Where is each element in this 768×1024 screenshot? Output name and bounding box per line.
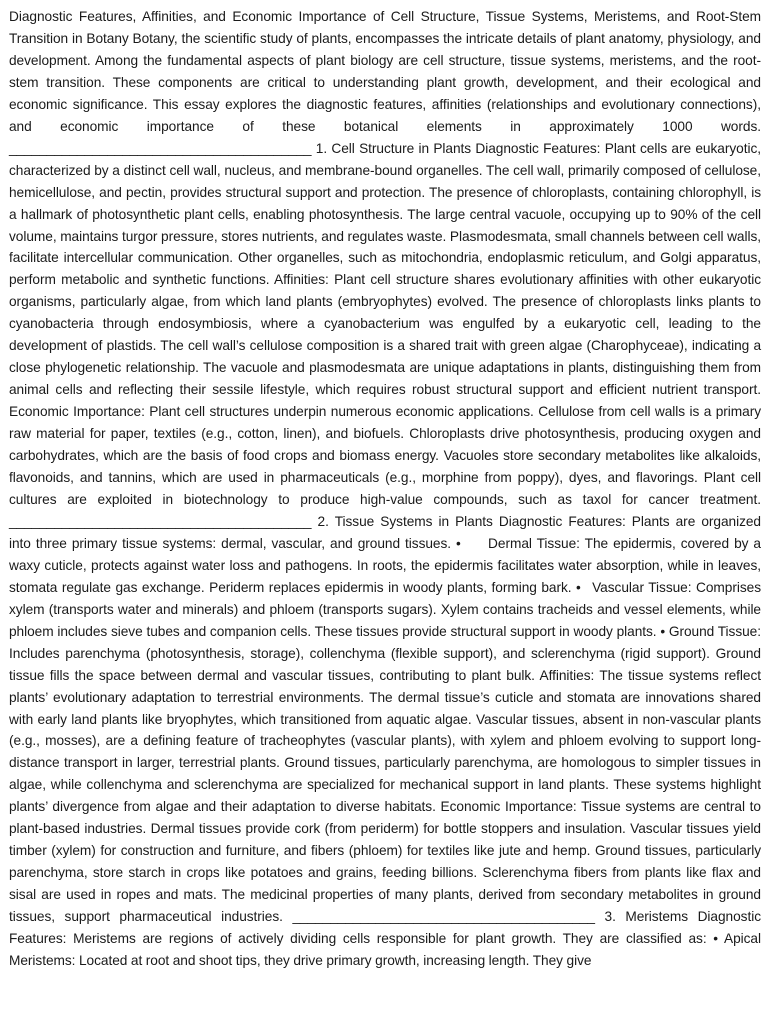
document-body-text: Diagnostic Features, Affinities, and Economic Importance of Cell Structure, Tissue Systems, Meristems, and Root-Stem Transition in Botany Botany, the scientific study of plants, encompasses the intricate details of plant anatomy, physiology, and development. Among the fundamental aspects of plant biology are cell structure, tissue systems, meristems, and the root-stem transition. These components are critical to understanding plant growth, development, and their ecological and economic significance. This essay explores the diagnostic features, affinities (relationships and evolutionary connections), and economic importance of these botanical elements in approximately 1000 words. ________________________________________ 1. Cell Structure in Plants Diagnostic Features: Plant cells are eukaryotic, characterized by a distinct cell wall, nucleus, and membrane-bound organelles. The cell wall, primarily composed of cellulose, hemicellulose, and pectin, provides structural support and protection. The presence of chloroplasts, containing chlorophyll, is a hallmark of photosynthetic plant cells, enabling photosynthesis. The large central vacuole, occupying up to 90% of the cell volume, maintains turgor pressure, stores nutrients, and regulates waste. Plasmodesmata, small channels between cell walls, facilitate intercellular communication. Other organelles, such as mitochondria, endoplasmic reticulum, and Golgi apparatus, perform metabolic and synthetic functions. Affinities: Plant cell structure shares evolutionary affinities with other eukaryotic organisms, particularly algae, from which land plants (embryophytes) evolved. The presence of chloroplasts links plants to cyanobacteria through endosymbiosis, where a cyanobacterium was engulfed by a eukaryotic cell, leading to the development of plastids. The cell wall’s cellulose composition is a shared trait with green algae (Charophyceae), indicating a close phylogenetic relationship. The vacuole and plasmodesmata are unique adaptations in plants, distinguishing them from animal cells and reflecting their sessile lifestyle, which requires robust structural support and efficient nutrient transport. Economic Importance: Plant cell structures underpin numerous economic applications. Cellulose from cell walls is a primary raw material for paper, textiles (e.g., cotton, linen), and biofuels. Chloroplasts drive photosynthesis, producing oxygen and carbohydrates, which are the basis of food crops and biomass energy. Vacuoles store secondary metabolites like alkaloids, flavonoids, and tannins, which are used in pharmaceuticals (e.g., morphine from poppy), dyes, and flavorings. Plant cell cultures are exploited in biotechnology to produce high-value compounds, such as taxol for cancer treatment. ________________________________________ 2. Tissue Systems in Plants Diagnostic Features: Plants are organized into three primary tissue systems: dermal, vascular, and ground tissues. • Dermal Tissue: The epidermis, covered by a waxy cuticle, protects against water loss and pathogens. In roots, the epidermis facilitates water absorption, while in leaves, stomata regulate gas exchange. Periderm replaces epidermis in woody plants, forming bark. • Vascular Tissue: Comprises xylem (transports water and minerals) and phloem (transports sugars). Xylem contains tracheids and vessel elements, while phloem includes sieve tubes and companion cells. These tissues provide structural support in woody plants. • Ground Tissue: Includes parenchyma (photosynthesis, storage), collenchyma (flexible support), and sclerenchyma (rigid support). Ground tissue fills the space between dermal and vascular tissues, contributing to plant bulk. Affinities: The tissue systems reflect plants’ evolutionary adaptation to terrestrial environments. The dermal tissue’s cuticle and stomata are innovations shared with early land plants like bryophytes, which transitioned from aquatic algae. Vascular tissues, absent in non-vascular plants (e.g., mosses), are a defining feature of tracheophytes (vascular plants), with xylem and phloem evolving to support long-distance transport in larger, terrestrial plants. Ground tissues, particularly parenchyma, are homologous to simpler tissues in algae, while collenchyma and sclerenchyma are specialized for mechanical support in land plants. These systems highlight plants’ divergence from algae and their adaptation to diverse habitats. Economic Importance: Tissue systems are central to plant-based industries. Dermal tissues provide cork (from periderm) for bottle stoppers and insulation. Vascular tissues yield timber (xylem) for construction and furniture, and fibers (phloem) for textiles like jute and hemp. Ground tissues, particularly parenchyma, store starch in crops like potatoes and grains, feeding billions. Sclerenchyma fibers from plants like flax and sisal are used in ropes and mats. The medicinal properties of many plants, derived from secondary metabolites in ground tissues, support pharmaceutical industries. ________________________________________ 3. Meristems Diagnostic Features: Meristems are regions of actively dividing cells responsible for plant growth. They are classified as: • Apical Meristems: Located at root and shoot tips, they drive primary growth, increasing length. They give [9,9,761,968]
document-page [9,6,761,972]
